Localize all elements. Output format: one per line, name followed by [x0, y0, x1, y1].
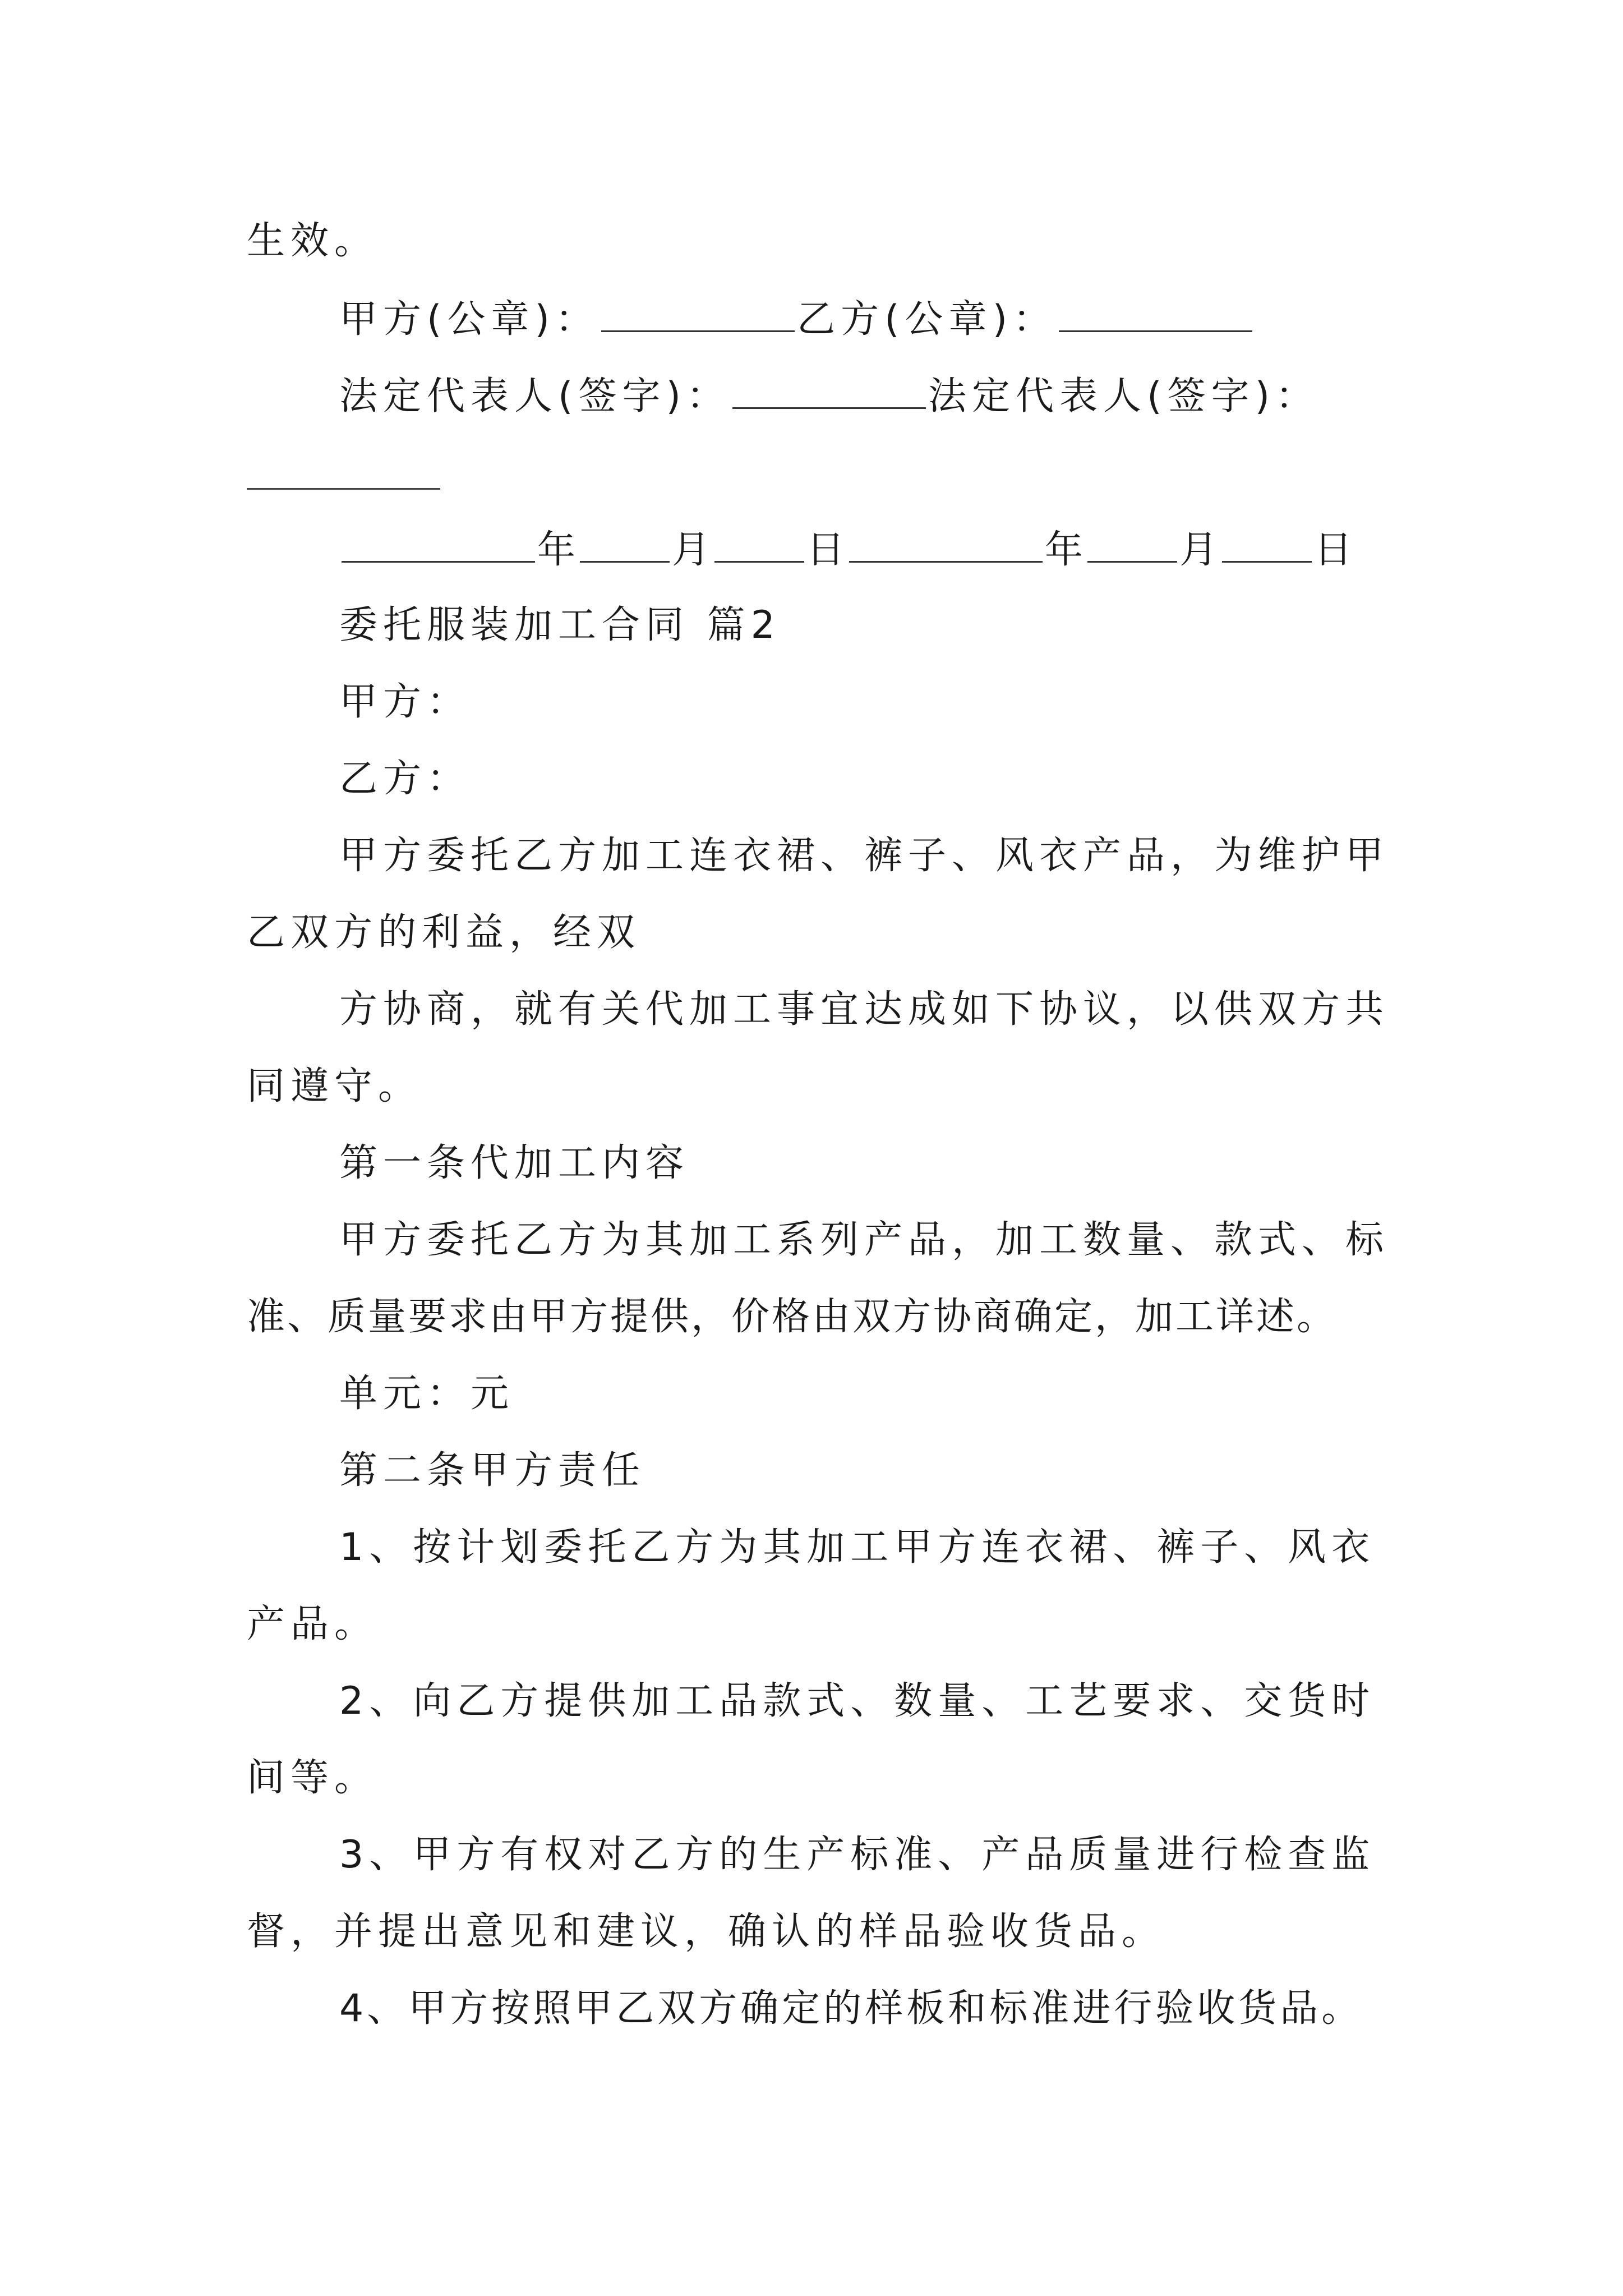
party-b-rep-blank[interactable]: [247, 488, 440, 490]
party-b-heading: 乙方：: [339, 757, 471, 801]
month-label: 月: [1179, 528, 1220, 572]
text-line: 生效。: [247, 219, 379, 263]
party-b-seal-label: 乙方(公章)：: [797, 297, 1057, 342]
party-a-month-blank[interactable]: [580, 526, 670, 563]
list-item: 1、按计划委托乙方为其加工甲方连衣裙、裤子、风衣: [339, 1525, 1376, 1570]
party-a-day-blank[interactable]: [714, 526, 804, 563]
day-label: 日: [1314, 528, 1355, 572]
party-a-rep-label: 法定代表人(签字)：: [339, 374, 731, 418]
party-b-rep-label: 法定代表人(签字)：: [928, 374, 1320, 418]
list-item: 3、甲方有权对乙方的生产标准、产品质量进行检查监: [339, 1833, 1376, 1877]
year-label: 年: [537, 528, 578, 572]
unit-line: 单元：元: [339, 1372, 515, 1416]
paragraph-line: 乙双方的利益，经双: [247, 910, 641, 955]
list-item: 4、甲方按照甲乙双方确定的样板和标准进行验收货品。: [339, 1986, 1363, 2031]
list-item-continuation: 间等。: [247, 1756, 379, 1800]
year-label: 年: [1045, 528, 1086, 572]
signature-line-seal: [339, 296, 1255, 342]
party-a-year-blank[interactable]: [342, 526, 535, 563]
paragraph-line: 方协商，就有关代加工事宜达成如下协议，以供双方共: [339, 987, 1390, 1032]
paragraph-line: 同遵守。: [247, 1064, 422, 1108]
date-line: [339, 526, 1354, 573]
paragraph-line: 甲方委托乙方为其加工系列产品，加工数量、款式、标: [339, 1218, 1390, 1262]
paragraph-line: 准、质量要求由甲方提供，价格由双方协商确定，加工详述。: [247, 1295, 1338, 1339]
party-b-day-blank[interactable]: [1222, 526, 1312, 563]
party-a-seal-label: 甲方(公章)：: [339, 297, 600, 342]
party-a-seal-blank[interactable]: [601, 296, 795, 332]
party-b-seal-blank[interactable]: [1059, 296, 1252, 332]
list-item-continuation: 督，并提出意见和建议，确认的样品验收货品。: [247, 1910, 1166, 1954]
party-a-heading: 甲方：: [339, 680, 471, 724]
article-heading: 第二条甲方责任: [339, 1448, 646, 1493]
month-label: 月: [672, 528, 713, 572]
article-heading: 第一条代加工内容: [339, 1141, 690, 1185]
party-b-month-blank[interactable]: [1087, 526, 1177, 563]
list-item-continuation: 产品。: [247, 1602, 379, 1646]
list-item: 2、向乙方提供加工品款式、数量、工艺要求、交货时: [339, 1679, 1376, 1723]
day-label: 日: [806, 528, 847, 572]
paragraph-line: 甲方委托乙方加工连衣裙、裤子、风衣产品，为维护甲: [339, 834, 1390, 878]
section-title: 委托服装加工合同 篇2: [339, 603, 781, 647]
party-b-year-blank[interactable]: [849, 526, 1043, 563]
signature-line-representative: [339, 372, 1319, 419]
party-a-rep-blank[interactable]: [732, 372, 926, 409]
